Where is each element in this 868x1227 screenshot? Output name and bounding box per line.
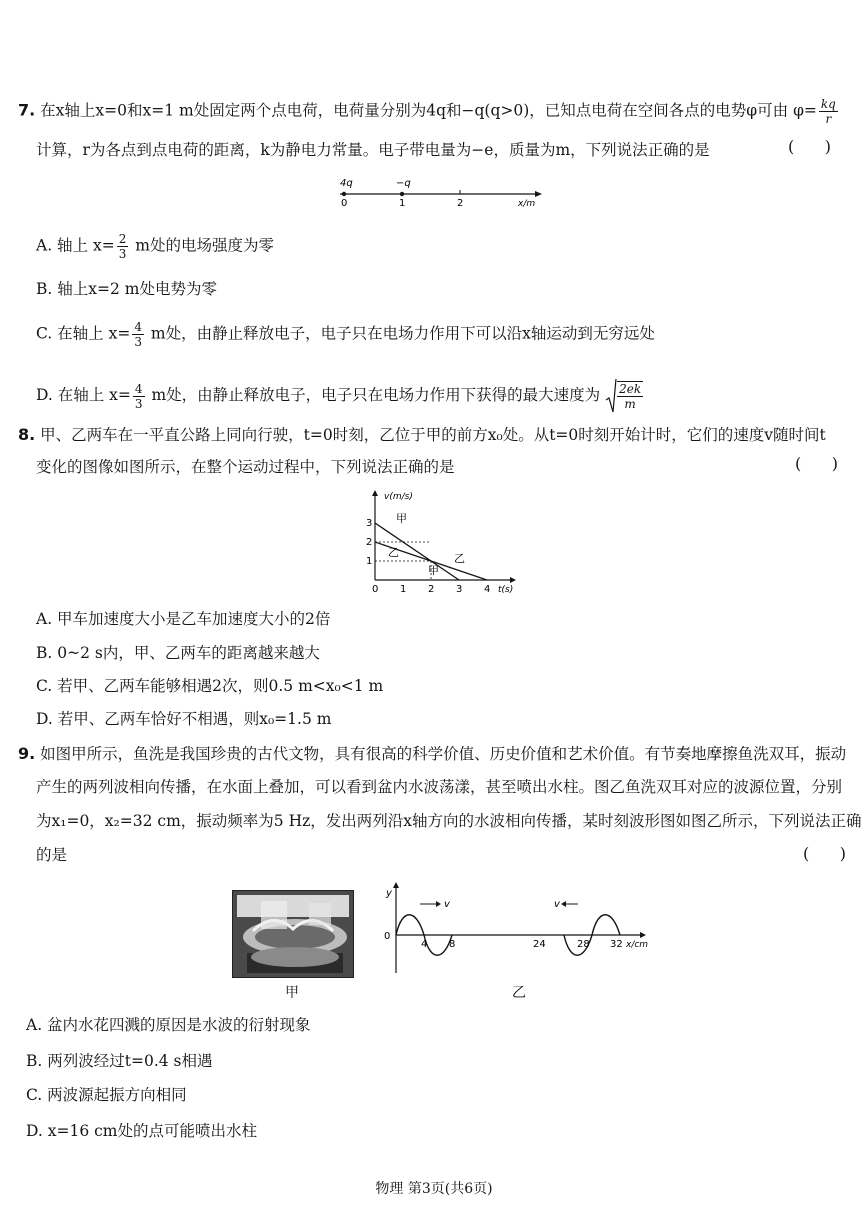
q9-option-d[interactable]: D. x=16 cm处的点可能喷出水柱	[26, 1122, 257, 1140]
q7-formula-num: kq	[820, 97, 836, 111]
q7-stem-text-1: 在x轴上x=0和x=1 m处固定两个点电荷，电荷量分别为4q和−q(q>0)，已知点电荷在空间各点的电势φ可由	[40, 101, 789, 120]
q9-stem-line2: 产生的两列波相向传播，在水面上叠加，可以看到盆内水波荡漾，甚至喷出水柱。图乙鱼洗双耳对应的波源位置，分别	[36, 778, 843, 796]
q7-option-a-post: m处的电场强度为零	[130, 236, 274, 255]
q7-formula-den: r	[825, 112, 832, 126]
q7-axis-arrow-icon	[535, 191, 542, 197]
sqrt-radical-icon	[605, 378, 617, 414]
q7-option-b[interactable]: B. 轴上x=2 m处电势为零	[36, 280, 217, 298]
q7-option-a-den: 3	[118, 247, 127, 261]
q9-option-c[interactable]: C. 两波源起振方向相同	[26, 1086, 187, 1104]
q9-fig-jia-caption: 甲	[285, 985, 299, 1001]
q9-option-a[interactable]: A. 盆内水花四溅的原因是水波的衍射现象	[26, 1016, 311, 1034]
q7-option-d-post: m处，由静止释放电子，电子只在电场力作用下获得的最大速度为	[146, 386, 601, 404]
q8-stem-line2: 变化的图像如图所示，在整个运动过程中，下列说法正确的是	[36, 458, 455, 476]
fish-basin-image-icon	[233, 891, 353, 977]
q9-v-right-label: v	[554, 899, 560, 910]
q9-tick-28: 28	[577, 939, 590, 950]
q7-axis-figure	[330, 172, 550, 212]
q8-x-tick-2: 2	[428, 584, 435, 595]
q9-origin-label: 0	[384, 931, 391, 942]
q9-x-axis-arrow-icon	[640, 932, 646, 938]
q9-arrow-left-icon	[561, 901, 566, 907]
q8-x-tick-1: 1	[400, 584, 407, 595]
q7-option-d-sqrt	[605, 378, 645, 414]
q7-option-a-fraction	[117, 232, 129, 261]
q9-y-axis-arrow-icon	[393, 882, 399, 888]
q8-option-c[interactable]: C. 若甲、乙两车能够相遇2次，则0.5 m<x₀<1 m	[36, 677, 384, 695]
q9-x-label: x/cm	[626, 940, 649, 950]
q8-label-yi-right: 乙	[454, 552, 465, 565]
q7-stem-line2: 计算，r为各点到点电荷的距离，k为静电力常量。电子带电量为−e，质量为m，下列说法正确的是	[36, 141, 710, 159]
q8-x-label: t(s)	[498, 585, 514, 595]
q7-option-c-num: 4	[134, 320, 142, 334]
q7-option-d[interactable]	[36, 378, 645, 414]
q9-wave-graph	[378, 878, 658, 978]
q9-number: 9.	[18, 744, 36, 763]
q7-option-c-pre: C. 在轴上 x=	[36, 324, 131, 343]
q9-y-label: y	[386, 888, 392, 899]
q8-label-jia-bottom: 甲	[428, 564, 439, 577]
q7-option-d-sqrt-fraction	[617, 381, 643, 411]
q9-stem-line4: 的是	[36, 846, 68, 864]
q8-y-tick-1: 1	[366, 556, 373, 567]
q9-v-left-label: v	[444, 899, 450, 910]
q7-option-d-den: 3	[134, 396, 143, 411]
q7-answer-paren: ( )	[788, 137, 831, 156]
q8-option-a[interactable]: A. 甲车加速度大小是乙车加速度大小的2倍	[36, 610, 331, 628]
q9-stem-line1	[18, 743, 846, 765]
page-footer: 物理 第3页(共6页)	[375, 1181, 493, 1197]
q7-number: 7.	[18, 100, 36, 120]
q7-option-a-pre: A. 轴上 x=	[36, 236, 115, 255]
q9-fish-basin-photo	[232, 890, 354, 978]
q7-option-c-fraction	[132, 320, 144, 349]
q9-tick-24: 24	[533, 939, 546, 950]
q9-stem-line3: 为x₁=0，x₂=32 cm，振动频率为5 Hz，发出两列沿x轴方向的水波相向传播，某时刻波形图如图乙所示，下列说法正确	[36, 812, 862, 830]
q8-option-b[interactable]: B. 0~2 s内，甲、乙两车的距离越来越大	[36, 644, 320, 662]
q8-label-jia-top: 甲	[396, 512, 407, 525]
q7-option-a[interactable]	[36, 232, 274, 261]
q8-x-tick-4: 4	[484, 584, 491, 595]
q9-tick-8: 8	[449, 939, 456, 950]
q8-t-axis-arrow-icon	[510, 577, 516, 583]
q7-option-d-fraction	[133, 382, 145, 411]
q7-tick-label-1: 1	[399, 198, 406, 209]
q8-stem-text-1: 甲、乙两车在一平直公路上同向行驶，t=0时刻，乙位于甲的前方x₀处。从t=0时刻开始计时，它们的速度v随时间t	[40, 426, 826, 444]
q7-formula-lhs: φ=	[793, 101, 817, 120]
q7-stem-line1	[18, 97, 840, 126]
q8-v-axis-arrow-icon	[372, 490, 378, 496]
q8-x-tick-0: 0	[372, 584, 379, 595]
q8-answer-paren: ( )	[795, 454, 838, 473]
q7-option-a-num: 2	[118, 232, 127, 246]
q8-label-yi-left: 乙	[388, 546, 399, 559]
q8-y-tick-3: 3	[366, 518, 373, 529]
q8-option-d[interactable]: D. 若甲、乙两车恰好不相遇，则x₀=1.5 m	[36, 710, 332, 728]
q7-option-d-sqrt-den: m	[624, 397, 636, 411]
q8-x-tick-3: 3	[456, 584, 463, 595]
q9-fig-yi-caption: 乙	[512, 985, 526, 1001]
q7-option-d-sqrt-num: 2ek	[619, 382, 642, 396]
q9-answer-paren: ( )	[803, 844, 846, 863]
q8-stem-line1	[18, 424, 826, 446]
q8-number: 8.	[18, 425, 36, 444]
q7-charge1-dot	[342, 192, 346, 196]
q9-tick-32: 32	[610, 939, 623, 950]
q7-option-c[interactable]	[36, 320, 655, 349]
q9-option-b[interactable]: B. 两列波经过t=0.4 s相遇	[26, 1052, 213, 1070]
q9-arrow-right-icon	[436, 901, 441, 907]
q9-stem-text-1: 如图甲所示，鱼洗是我国珍贵的古代文物，具有很高的科学价值、历史价值和艺术价值。有节奏地摩擦鱼洗双耳，振动	[40, 745, 847, 763]
q7-option-c-post: m处，由静止释放电子，电子只在电场力作用下可以沿x轴运动到无穷远处	[145, 324, 655, 343]
q7-tick-label-2: 2	[457, 198, 464, 209]
q8-vt-graph	[360, 488, 520, 598]
q7-tick-label-0: 0	[341, 198, 348, 209]
q9-tick-4: 4	[421, 939, 428, 950]
q7-charge2-label: −q	[396, 178, 411, 189]
q8-y-label: v(m/s)	[384, 492, 413, 502]
q7-option-d-pre: D. 在轴上 x=	[36, 386, 131, 404]
q8-y-tick-2: 2	[366, 537, 373, 548]
q7-charge2-dot	[400, 192, 404, 196]
q7-formula-fraction	[819, 97, 838, 126]
q7-option-d-num: 4	[134, 381, 143, 396]
q7-option-c-den: 3	[134, 335, 142, 349]
q7-axis-label: x/m	[518, 199, 536, 209]
q7-charge1-label: 4q	[340, 178, 353, 189]
